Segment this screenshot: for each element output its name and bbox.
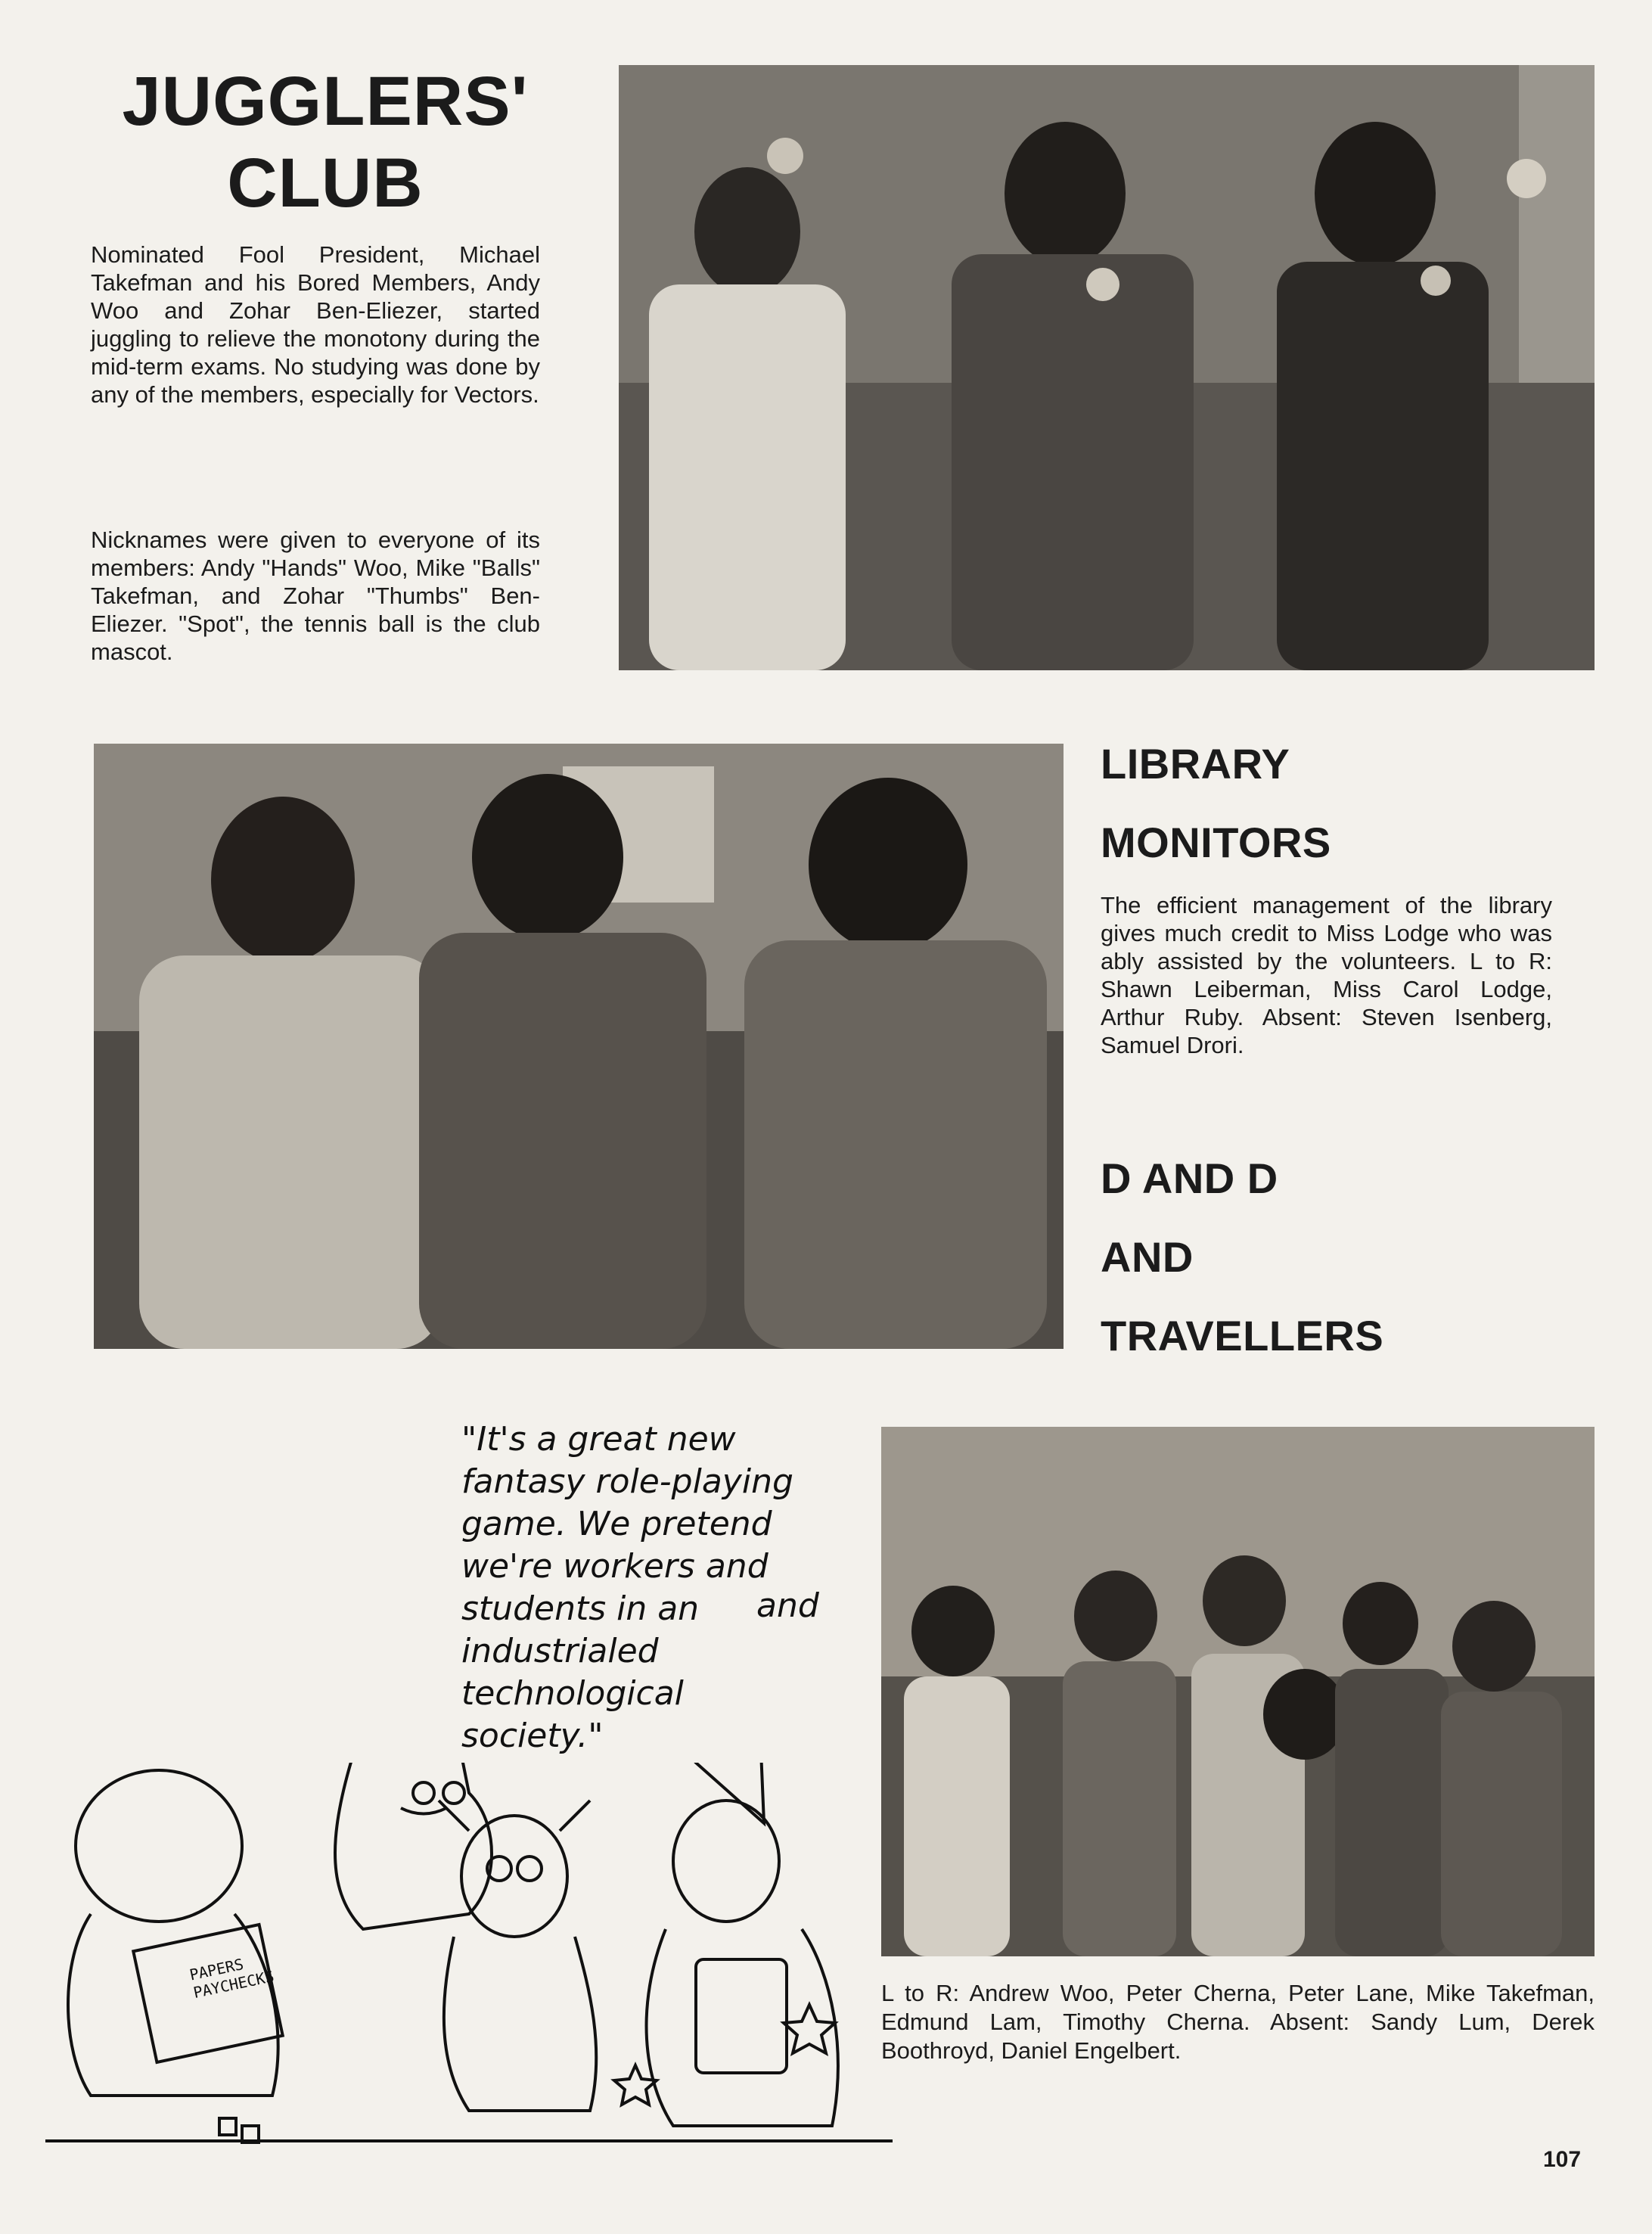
quote-and-word: and bbox=[756, 1586, 819, 1625]
quote-line: fantasy role-playing bbox=[461, 1462, 793, 1501]
dandd-quote bbox=[461, 1418, 885, 1757]
jugglers-paragraph-1: Nominated Fool President, Michael Takefman and his Bored Members, Andy Woo and Zohar Ben-Eliezer, started juggling to relieve the monotony during the mid-term exams. No studying was done by any of the members, especially for Vectors. bbox=[91, 241, 540, 408]
jugglers-title: JUGGLERS' CLUB bbox=[122, 63, 529, 222]
page-number: 107 bbox=[1543, 2147, 1582, 2172]
quote-line: students in an bbox=[461, 1589, 700, 1628]
library-title-line-2: MONITORS bbox=[1101, 819, 1331, 866]
library-title-line-1: LIBRARY bbox=[1101, 740, 1290, 788]
dandd-title-line-3: TRAVELLERS bbox=[1101, 1312, 1384, 1359]
quote-line: technological bbox=[461, 1674, 684, 1713]
dandd-caption: L to R: Andrew Woo, Peter Cherna, Peter Lane, Mike Takefman, Edmund Lam, Timothy Cherna. Absent: Sandy Lum, Derek Boothroyd, Daniel Engelbert. bbox=[881, 1980, 1595, 2064]
quote-line: "It's a great new bbox=[461, 1420, 736, 1459]
dandd-title-line-1: D AND D bbox=[1101, 1154, 1278, 1202]
quote-line: we're workers and bbox=[461, 1547, 769, 1586]
quote-line: industrialed bbox=[461, 1632, 659, 1670]
book-label: PAPERS PAYCHECKS bbox=[188, 1955, 276, 2002]
dandd-title-line-2: AND bbox=[1101, 1233, 1194, 1281]
quote-line: game. We pretend bbox=[461, 1505, 772, 1543]
jugglers-photo bbox=[619, 65, 1595, 670]
library-paragraph: The efficient management of the library gives much credit to Miss Lodge who was ably assisted by the volunteers. L to R: Shawn Leiberman, Miss Carol Lodge, Arthur Ruby. Absent: Steven Isenberg, Samuel Drori. bbox=[1101, 892, 1552, 1058]
quote-line: society." bbox=[461, 1717, 604, 1755]
library-photo bbox=[94, 744, 1064, 1349]
wizards-drawing bbox=[45, 1763, 893, 2156]
dandd-photo bbox=[881, 1427, 1595, 1956]
jugglers-paragraph-2: Nicknames were given to everyone of its members: Andy "Hands" Woo, Mike "Balls" Takefman, and Zohar "Thumbs" Ben-Eliezer. "Spot", the tennis ball is the club mascot. bbox=[91, 527, 540, 665]
